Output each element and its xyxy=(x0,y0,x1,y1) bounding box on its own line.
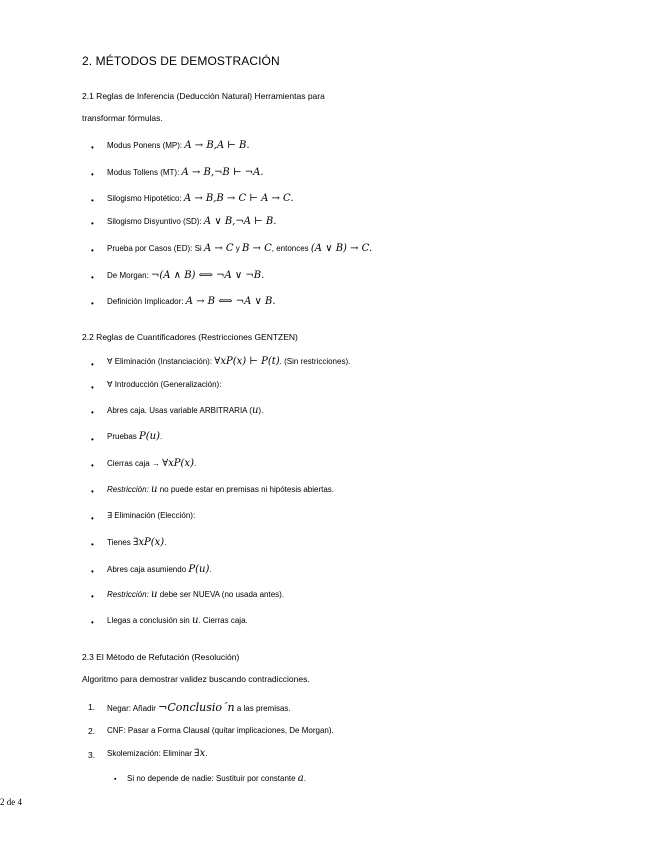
list-item: Llegas a conclusión sin u. Cierras caja. xyxy=(107,615,248,626)
bullet-icon: • xyxy=(91,273,94,282)
bullet-icon: • xyxy=(91,514,94,523)
bullet-icon: • xyxy=(91,143,94,152)
subsection-heading-2-2: 2.2 Reglas de Cuantificadores (Restricciones GENTZEN) xyxy=(82,332,298,342)
list-item: Pruebas P(u). xyxy=(107,431,163,442)
bullet-icon: • xyxy=(91,170,94,179)
bullet-icon: • xyxy=(91,246,94,255)
bullet-icon: • xyxy=(91,567,94,576)
list-item: Negar: Añadir ¬Conclusio´n a las premisas. xyxy=(107,701,291,714)
subsection-heading-2-1: 2.1 Reglas de Inferencia (Deducción Natural) Herramientas para xyxy=(82,91,325,101)
bullet-icon: • xyxy=(91,383,94,392)
list-item: Prueba por Casos (ED): Si A → C y B → C, entonces (A ∨ B) → C. xyxy=(107,243,373,254)
bullet-icon: • xyxy=(91,435,94,444)
list-item: ∀ Introducción (Generalización): xyxy=(107,380,222,389)
list-item: Cierras caja → ∀xP(x). xyxy=(107,458,197,469)
bullet-icon: • xyxy=(91,592,94,601)
bullet-icon: • xyxy=(91,461,94,470)
list-item: Modus Tollens (MT): A → B,¬B ⊢ ¬A. xyxy=(107,167,264,178)
list-item: De Morgan: ¬(A ∧ B) ⟺ ¬A ∨ ¬B. xyxy=(107,270,265,281)
list-item: Tienes ∃xP(x). xyxy=(107,537,167,548)
bullet-icon: • xyxy=(91,196,94,205)
bullet-icon: • xyxy=(91,360,94,369)
subsection-heading-2-1-cont: transformar fórmulas. xyxy=(82,113,163,123)
step-number: 2. xyxy=(88,726,96,736)
section-title: 2. MÉTODOS DE DEMOSTRACIÓN xyxy=(82,54,280,68)
list-item: ∃ Eliminación (Elección): xyxy=(107,511,196,520)
list-item: Definición Implicador: A → B ⟺ ¬A ∨ B. xyxy=(107,296,276,307)
step-number: 1. xyxy=(88,702,96,712)
bullet-icon: • xyxy=(91,219,94,228)
list-item: Restricción: u debe ser NUEVA (no usada antes). xyxy=(107,589,285,600)
list-item: Silogismo Disyuntivo (SD): A ∨ B,¬A ⊢ B. xyxy=(107,216,277,227)
list-item: Skolemización: Eliminar ∃x. xyxy=(107,748,208,759)
bullet-icon: • xyxy=(91,408,94,417)
list-item: ∀ Eliminación (Instanciación): ∀xP(x) ⊢ P(t). (Sin restricciones). xyxy=(107,356,351,367)
list-item: Abres caja asumiendo P(u). xyxy=(107,564,212,575)
subsection-heading-2-3: 2.3 El Método de Refutación (Resolución) xyxy=(82,652,240,662)
sub-list-item: Si no depende de nadie: Sustituir por constante a. xyxy=(127,773,306,784)
bullet-icon: • xyxy=(91,540,94,549)
sub-bullet-icon: ▪ xyxy=(114,776,117,783)
bullet-icon: • xyxy=(91,618,94,627)
list-item: Silogismo Hipotético: A → B,B → C ⊢ A → C. xyxy=(107,193,294,204)
step-number: 3. xyxy=(88,750,96,760)
bullet-icon: • xyxy=(91,299,94,308)
page-number: 2 de 4 xyxy=(0,797,22,807)
bullet-icon: • xyxy=(91,487,94,496)
intro-text: Algoritmo para demostrar validez buscando contradicciones. xyxy=(82,674,310,684)
list-item: Modus Ponens (MP): A → B,A ⊢ B. xyxy=(107,140,250,151)
list-item: CNF: Pasar a Forma Clausal (quitar implicaciones, De Morgan). xyxy=(107,726,334,735)
list-item: Abres caja. Usas variable ARBITRARIA (u). xyxy=(107,405,264,416)
list-item: Restricción: u no puede estar en premisas ni hipótesis abiertas. xyxy=(107,484,335,495)
